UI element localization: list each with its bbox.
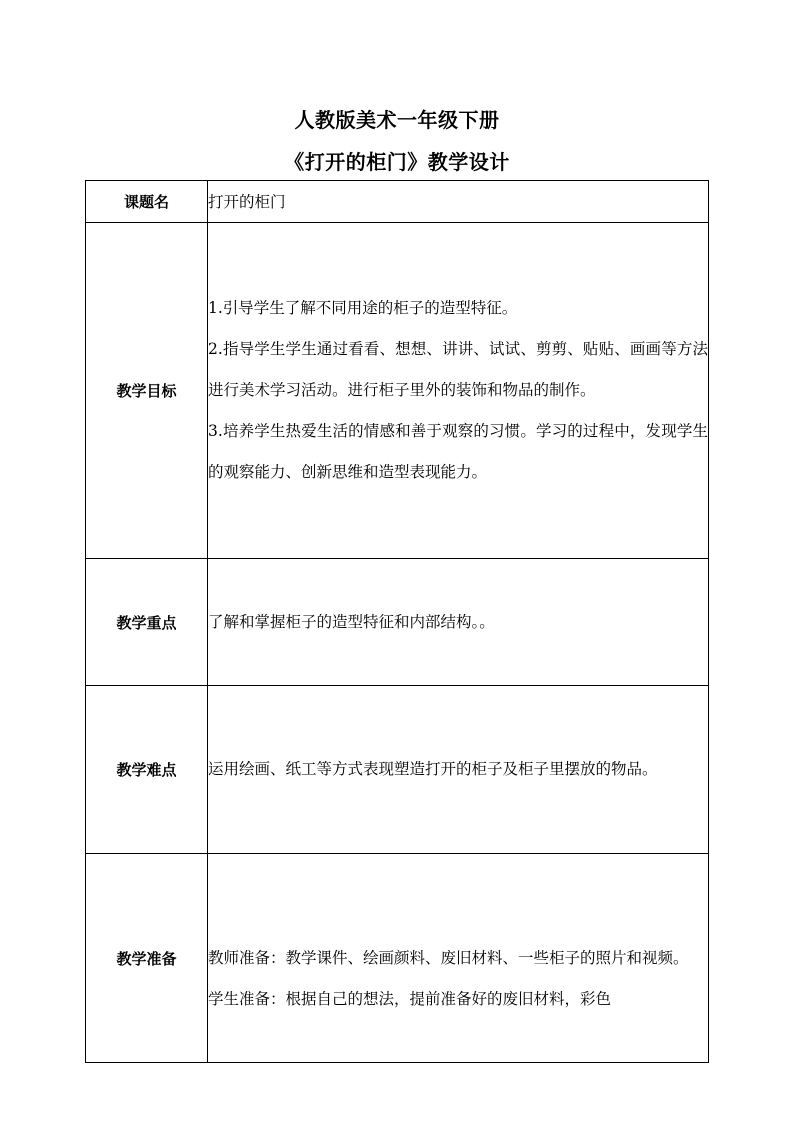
key-points-value: 了解和掌握柜子的造型特征和内部结构。。 <box>208 559 709 686</box>
preparation-content <box>208 854 709 1063</box>
goal-item-2: 2.指导学生学生通过看看、想想、讲讲、试试、剪剪、贴贴、画画等方法进行美术学习活动。进行柜子里外的装饰和物品的制作。 <box>208 340 708 399</box>
difficulties-label: 教学难点 <box>86 686 208 854</box>
table-row-topic <box>86 181 709 223</box>
key-points-label: 教学重点 <box>86 559 208 686</box>
table-row-difficulties <box>86 686 709 854</box>
lesson-plan-table <box>85 180 709 1063</box>
topic-value: 打开的柜门 <box>208 181 709 223</box>
goals-label: 教学目标 <box>86 223 208 559</box>
goal-item-1: 1.引导学生了解不同用途的柜子的造型特征。 <box>208 299 518 317</box>
document-subtitle: 《打开的柜门》教学设计 <box>284 150 510 174</box>
difficulties-value: 运用绘画、纸工等方式表现塑造打开的柜子及柜子里摆放的物品。 <box>208 686 709 854</box>
table-row-key-points <box>86 559 709 686</box>
table-row-preparation <box>86 854 709 1063</box>
teacher-preparation: 教师准备：教学课件、绘画颜料、废旧材料、一些柜子的照片和视频。 <box>208 949 689 967</box>
preparation-label: 教学准备 <box>86 854 208 1063</box>
topic-label: 课题名 <box>86 181 208 223</box>
student-preparation: 学生准备：根据自己的想法，提前准备好的废旧材料，彩色 <box>208 990 612 1008</box>
document-title: 人教版美术一年级下册 <box>294 108 500 132</box>
goal-item-3: 3.培养学生热爱生活的情感和善于观察的习惯。学习的过程中，发现学生的观察能力、创新思维和造型表现能力。 <box>208 422 708 481</box>
table-row-goals <box>86 223 709 559</box>
goals-content <box>208 223 709 559</box>
